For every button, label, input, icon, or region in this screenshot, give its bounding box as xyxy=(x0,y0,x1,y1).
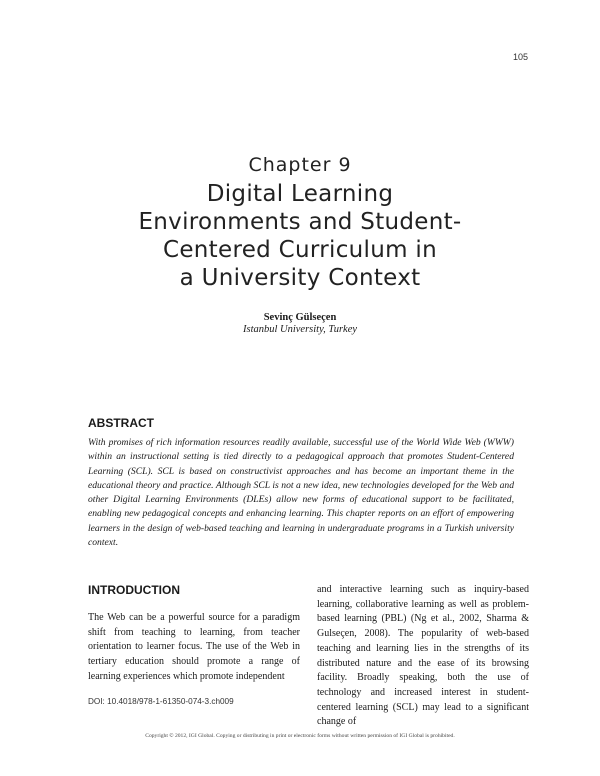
copyright-notice: Copyright © 2012, IGI Global. Copying or distributing in print or electronic forms without written permission of IGI Global is prohibited. xyxy=(145,733,455,739)
abstract-heading: ABSTRACT xyxy=(88,416,154,430)
chapter-title-line: Environments and Student- xyxy=(138,209,462,235)
introduction-left-column: The Web can be a powerful source for a paradigm shift from teaching to learning, from teacher orientation to learner focus. The use of the Web in tertiary education should promote a range of learning experiences which promote independent xyxy=(88,612,300,682)
page-number: 105 xyxy=(512,52,528,62)
introduction-heading: INTRODUCTION xyxy=(88,583,180,597)
chapter-title-line: Digital Learning xyxy=(206,181,394,207)
author-affiliation: Istanbul University, Turkey xyxy=(242,324,358,335)
doi: DOI: 10.4018/978-1-61350-074-3.ch009 xyxy=(88,697,234,706)
chapter-title-line: Centered Curriculum in xyxy=(163,237,437,263)
author-name: Sevinç Gülseçen xyxy=(263,312,337,323)
chapter-title-line: a University Context xyxy=(179,265,421,291)
chapter-title xyxy=(0,180,600,292)
abstract-body: With promises of rich information resources readily available, successful use of the World Wide Web (WWW) within an instructional setting is tied directly to a pedagogical approach that promotes Student-Centered Learning (SCL). SCL is based on constructivist approaches and has become an important theme in the educational theory and practice. Although SCL is not a new idea, new technologies developed for the Web and other Digital Learning Environments (DLEs) allow new forms of educational support to be facilitated, enabling new pedagogical concepts and enhancing learning. This chapter reports on an effort of empowering learners in the design of web-based teaching and learning in undergraduate programs in a Turkish university context. xyxy=(88,437,514,549)
introduction-right-column: and interactive learning such as inquiry-based learning, collaborative learning as well as problem-based learning (PBL) (Ng et al., 2002, Sharma & Gulseçen, 2008). The popularity of web-based teaching and learning lies in the strengths of its distributed nature and the ease of its browsing facility. Broadly speaking, both the use of technology and increased interest in student-centered learning (SCL) may lead to a significant change of xyxy=(317,584,529,728)
chapter-label: Chapter 9 xyxy=(248,154,352,176)
